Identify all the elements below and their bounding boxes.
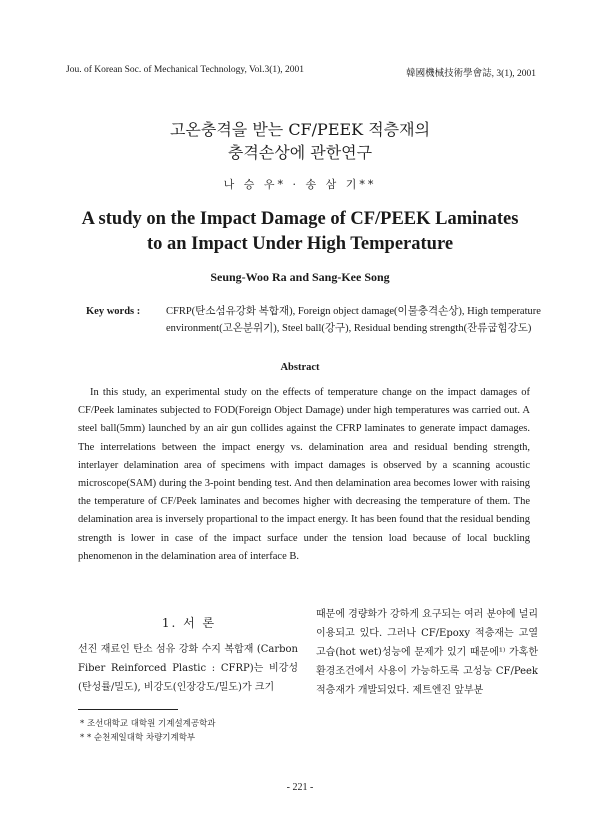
body-text-left-column: 선진 재료인 탄소 섬유 강화 수지 복합재 (Carbon Fiber Reinforced Plastic : CFRP)는 비강성(탄성률/밀도), 비강도(인장강도/밀도)가 크기 [78, 644, 298, 693]
footnote-affiliation-2: * * 순천제일대학 차량기계학부 [80, 733, 196, 743]
footnote-divider [78, 709, 178, 710]
english-title-line-1: A study on the Impact Damage of CF/PEEK Laminates [81, 209, 519, 229]
english-authors: Seung-Woo Ra and Sang-Kee Song [210, 270, 390, 284]
journal-header-left: Jou. of Korean Soc. of Mechanical Technology, Vol.3(1), 2001 [66, 65, 305, 75]
korean-title-line-2: 충격손상에 관한연구 [227, 143, 373, 162]
keywords-text: CFRP(탄소섬유강화 복합재), Foreign object damage(이물충격손상), High temperature environment(고온분위기), Steel ball(강구), Residual bending strength(잔류굽힘강도) [166, 306, 541, 334]
english-title-line-2: to an Impact Under High Temperature [146, 234, 454, 254]
keywords-label: Key words : [86, 306, 141, 317]
abstract-heading: Abstract [280, 362, 320, 373]
journal-header-right: 韓國機械技術學會誌, 3(1), 2001 [406, 69, 536, 79]
korean-title-line-1: 고온충격을 받는 CF/PEEK 적층재의 [169, 120, 431, 139]
abstract-body: In this study, an experimental study on the effects of temperature change on the impact damages of CF/Peek laminates subjected to FOD(Foreign Object Damage) under high temperatures was carried out. A steel ball(5mm) launched by an air gun collides against the CFRP laminates to generate impact damages. The interrelations between the impact energy vs. delamination area and residual bending strength, interlayer delamination area of specimens with impact damages is observed by a scanning acoustic microscope(SAM) during the 3-point bending test. And then delamination area becomes lower with raising the temperature of CF/Peek laminates and becomes higher with decreasing the temperature of them. The delamination area is inversely propartional to the impact energy. It has been found that the residual bending strength is lower in case of the impact surface under the tension load because of local buckling phenomenon in the delamination area of interface B. [78, 387, 530, 562]
page-number: - 221 - [286, 782, 314, 793]
korean-authors: 나 승 우* · 송 삼 기** [223, 178, 377, 191]
section-heading-introduction: 1. 서 론 [161, 616, 217, 630]
keywords-block [86, 303, 546, 337]
body-text-right-column: 때문에 경량화가 강하게 요구되는 여러 분야에 널리 이용되고 있다. 그러나 CF/Epoxy 적층재는 고열 고습(hot wet)성능에 문제가 있기 때문에¹⁾ 가혹한 환경조건에서 사용이 가능하도록 고성능 CF/Peek 적층재가 개발되었다. 제트엔진 앞부분 [316, 609, 538, 696]
footnote-affiliation-1: * 조선대학교 대학원 기계설계공학과 [80, 719, 216, 729]
